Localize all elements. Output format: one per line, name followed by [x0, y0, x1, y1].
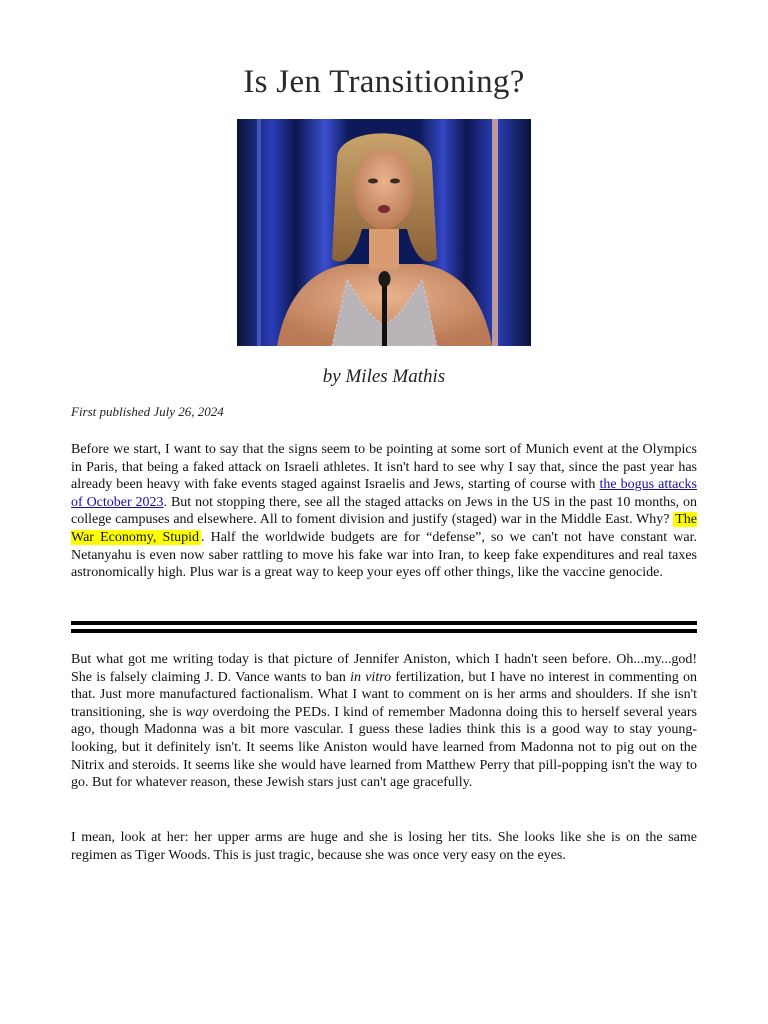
page-title: Is Jen Transitioning? [243, 64, 525, 100]
italic-word: way [185, 704, 209, 720]
paragraph-text: . But not stopping there, see all the staged attacks on Jews in the US in the past 10 months, on college campuses and elsewhere. All to foment division and justify (staged) war in the Middle East. Why? [71, 494, 697, 528]
paragraph-text: . Half the worldwide budgets are for “defense”, so we can't not have constant war. Netanyahu is even now saber rattling to move his fake war into Iran, to keep fake expenditures and real taxes astronomically high. Plus war is a great way to keep your eyes off other things, like the vaccine genocide. [71, 529, 697, 581]
paragraph-text: But what got me writing today is that picture of Jennifer Aniston, which I hadn't seen before. Oh...my...god! She is falsely claiming J. D. Vance wants to ban [71, 652, 697, 685]
paragraph-text: Before we start, I want to say that the signs seem to be pointing at some sort of Munich event at the Olympics in Paris, that being a faked attack on Israeli athletes. It isn't hard to see why I say that, since the past year has already been heavy with fake events staged against Israelis and Jews, starting of course with [71, 442, 697, 493]
section-divider-bottom [71, 629, 697, 633]
italic-phrase: in vitro [350, 669, 392, 685]
paragraph-text: fertilization, but I have no interest in commenting on that. Just more manufactured factionalism. What I want to comment on is her arms and shoulders. If she isn't transitioning, she is [71, 669, 697, 720]
section-divider-top [71, 621, 697, 625]
byline: by Miles Mathis [322, 366, 446, 387]
article-photo [237, 119, 531, 346]
highlighted-phrase: The War Economy, Stupid [71, 512, 697, 545]
publication-date: First published July 26, 2024 [71, 404, 224, 419]
october-2023-link[interactable]: the bogus attacks of October 2023 [71, 477, 697, 510]
paragraph-aniston [71, 651, 697, 792]
paragraph-text: overdoing the PEDs. I kind of remember Madonna doing this to herself several years ago, though Madonna was a bit more vascular. I guess these ladies think this is a good way to stay young-looking, but it definitely isn't. It seems like Aniston would have learned from Madonna not to pig out on the Nitrix and steroids. It seems like she would have learned from Matthew Perry that pill-popping isn't the way to go. But for whatever reason, these Jewish stars just can't age gracefully. [71, 704, 697, 791]
paragraph-closing: I mean, look at her: her upper arms are huge and she is losing her tits. She looks like she is on the same regimen as Tiger Woods. This is just tragic, because she was once very easy on the eyes. [71, 830, 697, 863]
paragraph-intro [71, 441, 697, 582]
